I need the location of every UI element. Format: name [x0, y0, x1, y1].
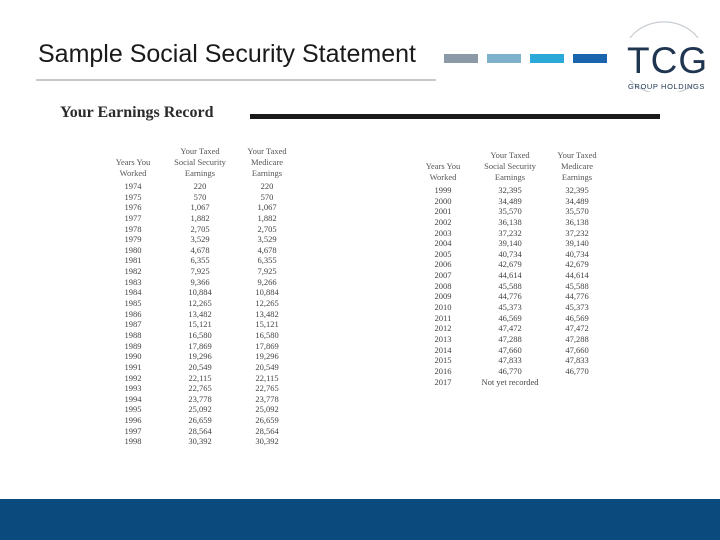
- year-cell: 1990: [124, 351, 142, 362]
- medicare-cell: 570: [260, 191, 274, 202]
- medicare-cell: 46,770: [565, 365, 589, 376]
- table-row: [108, 330, 308, 341]
- social-security-cell: 2,705: [190, 223, 210, 234]
- left-earnings-table: [108, 181, 308, 447]
- medicare-cell: 45,588: [565, 280, 589, 291]
- medicare-cell: 6,355: [257, 255, 277, 266]
- medicare-cell: 37,232: [565, 227, 589, 238]
- medicare-cell: 47,472: [565, 323, 589, 334]
- medicare-cell: 39,140: [565, 238, 589, 249]
- logo-text: TCG: [627, 40, 709, 81]
- year-cell: 1983: [124, 276, 142, 287]
- medicare-cell: 9,266: [257, 276, 277, 287]
- social-security-cell: 42,679: [498, 259, 522, 270]
- year-cell: 1998: [124, 436, 142, 447]
- year-cell: 1979: [124, 234, 142, 245]
- table-row: [418, 259, 618, 270]
- logo-subtitle: GROUP HOLDINGS: [628, 82, 706, 91]
- medicare-cell: 36,138: [565, 216, 589, 227]
- table-row: [108, 287, 308, 298]
- medicare-cell: 44,614: [565, 270, 589, 281]
- social-security-cell: 4,678: [190, 244, 210, 255]
- year-cell: 1996: [124, 415, 142, 426]
- social-security-cell: 30,392: [188, 436, 212, 447]
- medicare-cell: 46,569: [565, 312, 589, 323]
- year-cell: 1992: [124, 372, 142, 383]
- medicare-cell: 28,564: [255, 425, 279, 436]
- table-row: [418, 355, 618, 366]
- year-cell: 1980: [124, 244, 142, 255]
- year-cell: 1988: [124, 329, 142, 340]
- year-cell: 1985: [124, 298, 142, 309]
- table-row: [108, 383, 308, 394]
- table-row: [108, 245, 308, 256]
- medicare-cell: 47,833: [565, 355, 589, 366]
- title-divider: [36, 79, 436, 81]
- year-cell: 1993: [124, 383, 142, 394]
- social-security-cell: 220: [193, 181, 207, 191]
- medicare-cell: 2,705: [257, 223, 277, 234]
- table-row: [108, 213, 308, 224]
- table-row: [418, 281, 618, 292]
- social-security-cell: 20,549: [188, 361, 212, 372]
- year-cell: 2017: [434, 376, 452, 387]
- social-security-cell: 32,395: [498, 185, 522, 195]
- year-cell: 1982: [124, 266, 142, 277]
- medicare-cell: 13,482: [255, 308, 279, 319]
- medicare-cell: 3,529: [257, 234, 277, 245]
- social-security-cell: 35,570: [498, 206, 522, 217]
- table-row: [108, 341, 308, 352]
- table-row: [418, 238, 618, 249]
- social-security-cell: 17,869: [188, 340, 212, 351]
- table-row: [108, 351, 308, 362]
- social-security-cell: 15,121: [188, 319, 212, 330]
- medicare-cell: 22,115: [255, 372, 279, 383]
- right-header-medicare: Your Taxed Medicare Earnings: [557, 150, 597, 182]
- medicare-cell: 19,296: [255, 351, 279, 362]
- medicare-cell: 22,765: [255, 383, 279, 394]
- year-cell: 2007: [434, 270, 452, 281]
- table-row: [108, 426, 308, 437]
- year-cell: 2016: [434, 365, 452, 376]
- medicare-cell: 12,265: [255, 298, 279, 309]
- table-row: [418, 217, 618, 228]
- company-logo: [618, 18, 709, 91]
- social-security-cell: 16,580: [188, 329, 212, 340]
- left-header-medicare: Your Taxed Medicare Earnings: [247, 146, 287, 178]
- medicare-cell: 32,395: [565, 185, 589, 195]
- medicare-cell: 26,659: [255, 415, 279, 426]
- social-security-cell: 47,472: [498, 323, 522, 334]
- medicare-cell: 16,580: [255, 329, 279, 340]
- social-security-cell: 23,778: [188, 393, 212, 404]
- social-security-cell: 22,765: [188, 383, 212, 394]
- table-row: [418, 313, 618, 324]
- social-security-cell: 47,833: [498, 355, 522, 366]
- table-row: [418, 334, 618, 345]
- year-cell: 1989: [124, 340, 142, 351]
- table-row: [418, 302, 618, 313]
- table-row: [108, 373, 308, 384]
- social-security-cell: 570: [193, 191, 207, 202]
- table-row: [418, 249, 618, 260]
- year-cell: 2011: [434, 312, 452, 323]
- social-security-cell: 47,288: [498, 333, 522, 344]
- left-header-year: Years You Worked: [115, 157, 151, 178]
- year-cell: 2006: [434, 259, 452, 270]
- social-security-cell: 45,373: [498, 302, 522, 313]
- social-security-cell: 22,115: [188, 372, 212, 383]
- social-security-cell: 19,296: [188, 351, 212, 362]
- year-cell: 1981: [124, 255, 142, 266]
- medicare-cell: 17,869: [255, 340, 279, 351]
- year-cell: 1995: [124, 404, 142, 415]
- social-security-cell: 7,925: [190, 266, 210, 277]
- medicare-cell: 42,679: [565, 259, 589, 270]
- table-row: [108, 298, 308, 309]
- medicare-cell: 47,660: [565, 344, 589, 355]
- table-row: [418, 228, 618, 239]
- year-cell: 1997: [124, 425, 142, 436]
- table-row: [418, 377, 618, 388]
- table-row: [108, 255, 308, 266]
- social-security-cell: 28,564: [188, 425, 212, 436]
- table-row: [108, 181, 308, 192]
- social-security-cell: 37,232: [498, 227, 522, 238]
- medicare-cell: 45,373: [565, 302, 589, 313]
- year-cell: 2003: [434, 227, 452, 238]
- social-security-cell: 44,614: [498, 270, 522, 281]
- table-row: [418, 185, 618, 196]
- heading-divider: [250, 114, 660, 119]
- left-header-social-security: Your Taxed Social Security Earnings: [174, 146, 226, 178]
- medicare-cell: 7,925: [257, 266, 277, 277]
- medicare-cell: 23,778: [255, 393, 279, 404]
- year-cell: 1999: [434, 185, 452, 195]
- medicare-cell: 30,392: [255, 436, 279, 447]
- year-cell: 1976: [124, 202, 142, 213]
- table-row: [108, 202, 308, 213]
- year-cell: 2012: [434, 323, 452, 334]
- medicare-cell: 10,884: [255, 287, 279, 298]
- social-security-cell: 46,770: [498, 365, 522, 376]
- medicare-cell: 25,092: [255, 404, 279, 415]
- right-header-social-security: Your Taxed Social Security Earnings: [484, 150, 536, 182]
- year-cell: 2015: [434, 355, 452, 366]
- table-row: [418, 291, 618, 302]
- year-cell: 1984: [124, 287, 142, 298]
- table-row: [418, 196, 618, 207]
- table-row: [108, 266, 308, 277]
- social-security-cell: 44,776: [498, 291, 522, 302]
- table-row: [108, 309, 308, 320]
- table-row: [418, 270, 618, 281]
- social-security-cell: 12,265: [188, 298, 212, 309]
- year-cell: 2008: [434, 280, 452, 291]
- medicare-cell: 1,882: [257, 212, 277, 223]
- medicare-cell: 40,734: [565, 248, 589, 259]
- social-security-cell: 47,660: [498, 344, 522, 355]
- year-cell: 2013: [434, 333, 452, 344]
- table-row: [418, 366, 618, 377]
- table-row: [108, 436, 308, 447]
- right-header-year: Years You Worked: [425, 161, 461, 182]
- social-security-cell: 10,884: [188, 287, 212, 298]
- social-security-cell: Not yet recorded: [481, 376, 539, 387]
- year-cell: 2001: [434, 206, 452, 217]
- table-row: [108, 362, 308, 373]
- social-security-cell: 25,092: [188, 404, 212, 415]
- table-row: [418, 323, 618, 334]
- year-cell: 1991: [124, 361, 142, 372]
- table-row: [108, 277, 308, 288]
- table-row: [108, 224, 308, 235]
- year-cell: 2010: [434, 302, 452, 313]
- year-cell: 1975: [124, 191, 142, 202]
- social-security-cell: 1,067: [190, 202, 210, 213]
- year-cell: 2009: [434, 291, 452, 302]
- right-earnings-table: [418, 185, 618, 387]
- social-security-cell: 45,588: [498, 280, 522, 291]
- slide-title: Sample Social Security Statement: [38, 40, 416, 68]
- medicare-cell: 20,549: [255, 361, 279, 372]
- medicare-cell: 220: [260, 181, 274, 191]
- table-row: [108, 234, 308, 245]
- table-row: [108, 415, 308, 426]
- medicare-cell: 35,570: [565, 206, 589, 217]
- year-cell: 2000: [434, 195, 452, 206]
- year-cell: 1974: [124, 181, 142, 191]
- accent-bar-2: [487, 54, 521, 63]
- social-security-cell: 6,355: [190, 255, 210, 266]
- year-cell: 1987: [124, 319, 142, 330]
- earnings-heading: Your Earnings Record: [60, 104, 214, 121]
- year-cell: 2002: [434, 216, 452, 227]
- year-cell: 1994: [124, 393, 142, 404]
- year-cell: 1977: [124, 212, 142, 223]
- table-row: [108, 394, 308, 405]
- table-row: [108, 192, 308, 203]
- accent-bar-4: [573, 54, 607, 63]
- medicare-cell: 47,288: [565, 333, 589, 344]
- medicare-cell: 1,067: [257, 202, 277, 213]
- social-security-cell: 13,482: [188, 308, 212, 319]
- year-cell: 2005: [434, 248, 452, 259]
- year-cell: 2004: [434, 238, 452, 249]
- medicare-cell: 34,489: [565, 195, 589, 206]
- social-security-cell: 26,659: [188, 415, 212, 426]
- table-row: [418, 206, 618, 217]
- medicare-cell: 15,121: [255, 319, 279, 330]
- table-row: [108, 319, 308, 330]
- medicare-cell: 44,776: [565, 291, 589, 302]
- footer-band: [0, 499, 720, 540]
- social-security-cell: 1,882: [190, 212, 210, 223]
- medicare-cell: 4,678: [257, 244, 277, 255]
- social-security-cell: 36,138: [498, 216, 522, 227]
- accent-bar-3: [530, 54, 564, 63]
- year-cell: 2014: [434, 344, 452, 355]
- year-cell: 1978: [124, 223, 142, 234]
- social-security-cell: 40,734: [498, 248, 522, 259]
- social-security-cell: 46,569: [498, 312, 522, 323]
- year-cell: 1986: [124, 308, 142, 319]
- accent-bar-1: [444, 54, 478, 63]
- table-row: [108, 404, 308, 415]
- table-row: [418, 345, 618, 356]
- social-security-cell: 39,140: [498, 238, 522, 249]
- social-security-cell: 3,529: [190, 234, 210, 245]
- social-security-cell: 9,366: [190, 276, 210, 287]
- social-security-cell: 34,489: [498, 195, 522, 206]
